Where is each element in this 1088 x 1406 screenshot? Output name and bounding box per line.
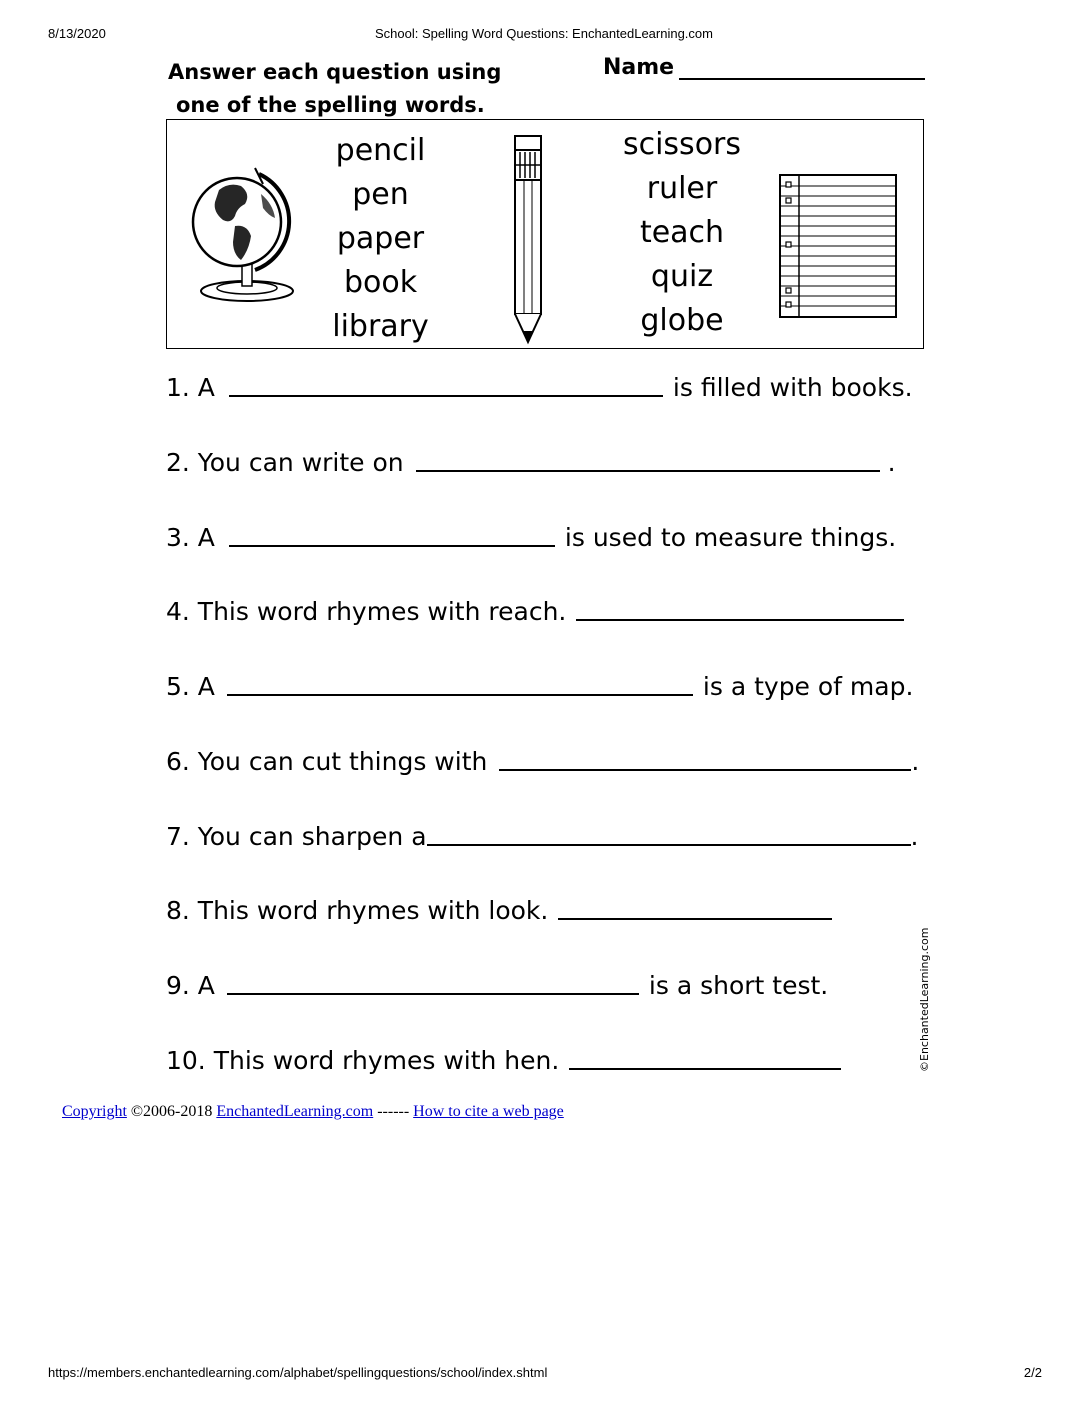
print-title: School: Spelling Word Questions: EnchantedLearning.com [375,26,713,41]
question-9-text: 9. A [166,971,215,1000]
question-2-suffix: . [887,448,896,477]
spelling-word: teach [639,215,725,250]
question-3 [166,523,896,552]
copyright-line [62,1103,564,1121]
answer-blank-3[interactable] [229,545,555,547]
side-credit: ©EnchantedLearning.com [918,927,931,1072]
question-9 [166,971,828,1000]
answer-blank-2[interactable] [416,470,880,472]
print-date: 8/13/2020 [48,26,106,41]
copyright-separator: ------ [373,1103,414,1120]
name-blank-line [679,78,925,80]
question-7-suffix: . [910,822,919,851]
print-url: https://members.enchantedlearning.com/alphabet/spellingquestions/school/index.shtml [48,1365,548,1380]
question-9-suffix: is a short test. [648,971,829,1000]
instructions-line-2: one of the spelling words. [176,93,485,117]
instructions [168,56,501,122]
notebook-paper-icon [779,174,897,318]
pencil-icon [511,132,547,346]
question-6-text: 6. You can cut things with [166,747,488,776]
copyright-link[interactable]: Copyright [62,1103,127,1120]
question-3-suffix: is used to measure things. [564,523,897,552]
spelling-word: pen [352,177,409,212]
question-10 [166,1046,841,1075]
answer-blank-7[interactable] [427,844,911,846]
name-label: Name [603,55,675,80]
answer-blank-9[interactable] [227,993,639,995]
question-5 [166,672,913,701]
question-4 [166,597,904,626]
answer-blank-4[interactable] [576,619,904,621]
question-2-text: 2. You can write on [166,448,404,477]
question-7-text: 7. You can sharpen a [166,822,427,851]
question-8 [166,896,832,925]
question-5-suffix: is a type of map. [702,672,914,701]
spelling-word: scissors [622,127,742,162]
answer-blank-6[interactable] [499,769,911,771]
copyright-years: ©2006-2018 [126,1103,217,1120]
answer-blank-5[interactable] [227,694,693,696]
instructions-line-1: Answer each question using [168,60,502,84]
spelling-word: paper [336,221,425,256]
question-1-text: 1. A [166,373,215,402]
spelling-word: book [343,265,418,300]
word-bank-box [166,119,924,349]
question-4-text: 4. This word rhymes with reach. [166,597,567,626]
word-bank-left-column [308,129,453,349]
enchantedlearning-link[interactable]: EnchantedLearning.com [216,1103,374,1120]
cite-web-page-link[interactable]: How to cite a web page [413,1103,564,1120]
spelling-word: pencil [335,133,426,168]
spelling-word: globe [640,303,724,338]
question-8-text: 8. This word rhymes with look. [166,896,549,925]
spelling-word: quiz [650,259,714,294]
question-5-text: 5. A [166,672,215,701]
question-10-text: 10. This word rhymes with hen. [166,1046,560,1075]
page-number: 2/2 [1023,1365,1042,1380]
question-1 [166,373,913,402]
spelling-word: ruler [646,171,718,206]
question-7 [166,822,918,851]
answer-blank-1[interactable] [229,395,663,397]
answer-blank-8[interactable] [558,918,832,920]
spelling-word: library [332,309,429,344]
question-2 [166,448,896,477]
globe-icon [189,164,301,306]
question-6 [166,747,919,776]
question-3-text: 3. A [166,523,215,552]
answer-blank-10[interactable] [569,1068,841,1070]
question-6-suffix: . [911,747,920,776]
question-1-suffix: is filled with books. [672,373,913,402]
word-bank-right-column [607,123,757,343]
